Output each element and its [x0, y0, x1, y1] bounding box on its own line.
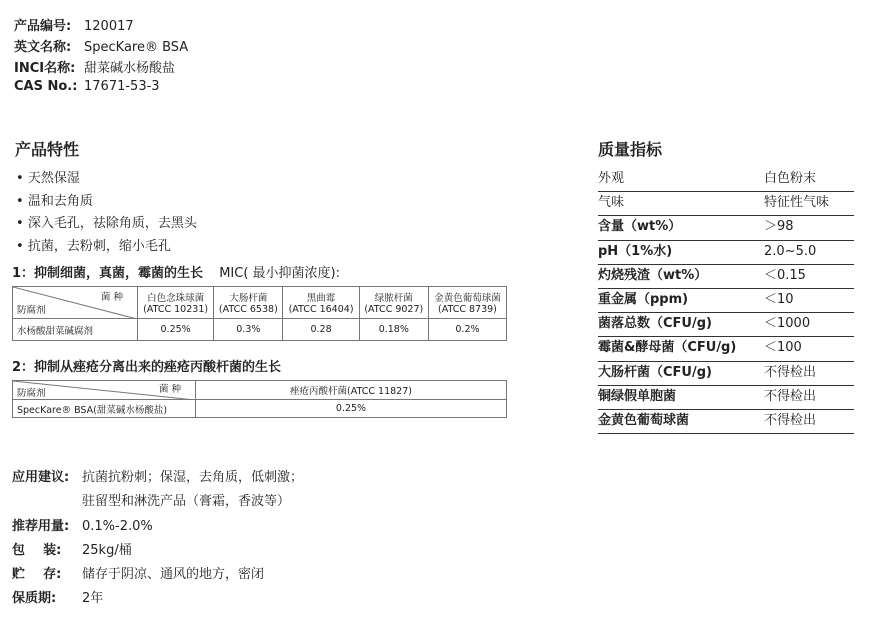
info-label: CAS No.:	[14, 79, 78, 94]
usage-row: 包 装: 25kg/桶	[12, 542, 132, 558]
acne-row	[13, 400, 507, 418]
usage-row: 推荐用量: 0.1%-2.0%	[12, 518, 153, 534]
mic-column-header: 大肠杆菌 (ATCC 6538)	[214, 287, 283, 319]
info-value: SpecKare® BSA	[84, 40, 189, 55]
mic-cell: 0.2%	[428, 319, 506, 341]
info-label: INCI名称:	[14, 61, 76, 76]
usage-block	[12, 466, 303, 612]
info-cas-number	[14, 79, 160, 94]
quality-row: 菌落总数（CFU/g) ＜1000	[598, 313, 854, 337]
quality-table	[598, 168, 854, 434]
feature-item: • 温和去角质	[16, 191, 197, 214]
acne-cell: 0.25%	[196, 400, 507, 418]
acne-table	[12, 380, 507, 418]
usage-row: 保质期: 2年	[12, 591, 104, 607]
quality-row: 铜绿假单胞菌 不得检出	[598, 386, 854, 410]
section1-note: MIC( 最小抑菌浓度):	[219, 266, 340, 281]
mic-cell: 0.28	[283, 319, 359, 341]
mic-column-header: 白色念珠球菌 (ATCC 10231)	[138, 287, 214, 319]
section2-heading	[12, 356, 281, 375]
mic-row-label: 水杨酸甜菜碱腐剂	[13, 319, 138, 341]
quality-row: 外观 白色粉末	[598, 168, 854, 192]
mic-cell: 0.25%	[138, 319, 214, 341]
mic-column-header: 黑曲霉 (ATCC 16404)	[283, 287, 359, 319]
quality-row: 重金属（ppm) ＜10	[598, 289, 854, 313]
feature-item: • 深入毛孔，祛除角质，去黑头	[16, 213, 197, 236]
quality-row: pH（1%水) 2.0~5.0	[598, 241, 854, 265]
mic-header-corner	[13, 287, 138, 319]
quality-row: 灼烧残渣（wt%） ＜0.15	[598, 265, 854, 289]
features-list	[16, 168, 197, 258]
quality-row: 金黄色葡萄球菌 不得检出	[598, 410, 854, 434]
usage-row: 驻留型和淋洗产品（膏霜，香波等）	[82, 494, 291, 510]
usage-row: 贮 存: 储存于阴凉、通风的地方，密闭	[12, 567, 265, 583]
features-title: 产品特性	[15, 140, 80, 159]
usage-row: 应用建议: 抗菌抗粉刺；保湿，去角质，低刺激；	[12, 470, 304, 485]
section1-heading	[12, 262, 340, 281]
header-strain-label: 菌 种	[158, 384, 181, 395]
feature-item: • 天然保湿	[16, 168, 197, 191]
quality-title: 质量指标	[598, 140, 663, 159]
acne-header-corner	[13, 381, 196, 400]
acne-column-header: 痤疮丙酸杆菌(ATCC 11827)	[196, 381, 507, 400]
mic-row	[13, 319, 507, 341]
mic-cell: 0.18%	[359, 319, 428, 341]
section1-title: 1：抑制细菌，真菌，霉菌的生长	[12, 266, 204, 281]
mic-cell: 0.3%	[214, 319, 283, 341]
feature-item: • 抗菌，去粉刺，缩小毛孔	[16, 236, 197, 259]
acne-row-label: SpecKare® BSA(甜菜碱水杨酸盐)	[13, 400, 196, 418]
info-value: 17671-53-3	[84, 79, 160, 94]
quality-row: 气味 特征性气味	[598, 192, 854, 216]
header-strain-label: 菌 种	[100, 292, 123, 303]
info-label: 英文名称:	[14, 40, 72, 55]
info-value: 甜菜碱水杨酸盐	[84, 61, 176, 76]
info-label: 产品编号:	[14, 19, 72, 34]
mic-table	[12, 286, 507, 341]
mic-column-header: 金黄色葡萄球菌 (ATCC 8739)	[428, 287, 506, 319]
section2-title: 2：抑制从痤疮分离出来的痤疮丙酸杆菌的生长	[12, 360, 282, 375]
info-inci-name	[14, 57, 175, 76]
header-preservative-label: 防腐剂	[17, 305, 46, 316]
quality-row: 霉菌&酵母菌（CFU/g) ＜100	[598, 337, 854, 361]
info-product-number	[14, 15, 134, 34]
header-preservative-label: 防腐剂	[17, 388, 46, 399]
quality-row: 含量（wt%） ＞98	[598, 216, 854, 240]
quality-row: 大肠杆菌（CFU/g) 不得检出	[598, 362, 854, 386]
mic-column-header: 绿脓杆菌 (ATCC 9027)	[359, 287, 428, 319]
info-value: 120017	[84, 19, 134, 34]
info-english-name	[14, 36, 188, 55]
